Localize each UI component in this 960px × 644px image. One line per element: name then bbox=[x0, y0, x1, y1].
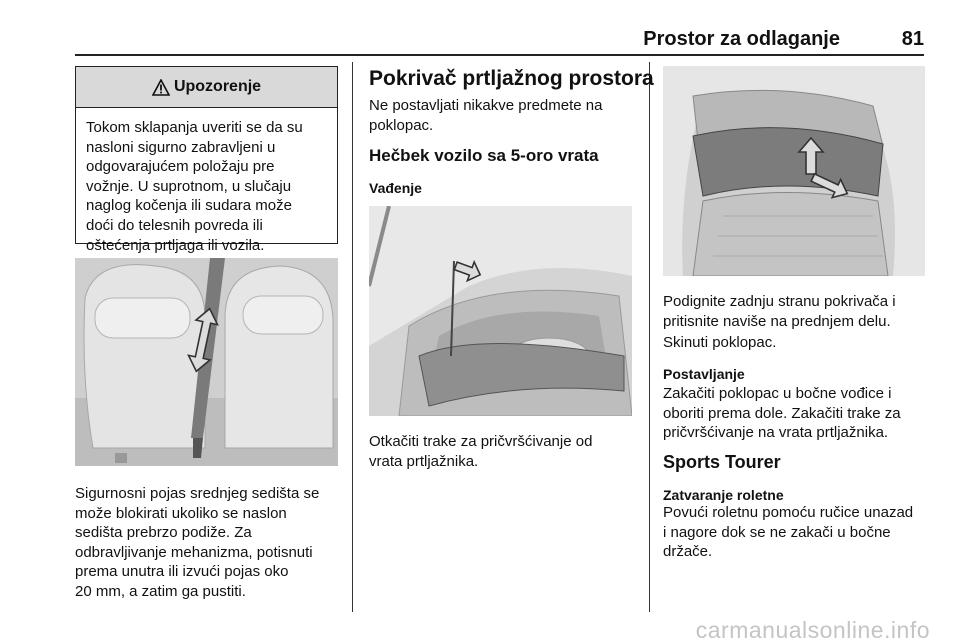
remove-cover-text: Skinuti poklopac. bbox=[663, 334, 777, 351]
intro-line: poklopac. bbox=[369, 116, 434, 134]
warning-line: odgovarajućem položaju pre bbox=[86, 158, 275, 176]
caption-line: Otkačiti trake za pričvršćivanje od bbox=[369, 433, 593, 450]
caption-line: sedišta prebrzo podiže. Za bbox=[75, 524, 252, 542]
installation-text bbox=[663, 384, 901, 443]
warning-text bbox=[76, 108, 337, 265]
roller-heading: Zatvaranje roletne bbox=[663, 487, 784, 503]
installation-heading: Postavljanje bbox=[663, 366, 745, 382]
roller-text bbox=[663, 503, 913, 562]
installation-line: pričvršćivanje na vrata prtljažnika. bbox=[663, 424, 889, 442]
roller-line: držače. bbox=[663, 543, 713, 561]
warning-header bbox=[76, 67, 337, 108]
section-title: Prostor za odlaganje bbox=[643, 28, 840, 50]
lift-cover-caption bbox=[663, 292, 896, 331]
warning-line: vožnje. U suprotnom, u slučaju bbox=[86, 177, 292, 195]
caption-line: pritisnite naviše na prednjem delu. bbox=[663, 312, 891, 330]
installation-line: Zakačiti poklopac u bočne vođice i bbox=[663, 385, 892, 402]
cover-title: Pokrivač prtljažnog prostora bbox=[369, 67, 654, 90]
warning-line: naglog kočenja ili sudara može bbox=[86, 197, 292, 215]
seat-belt-photo bbox=[75, 258, 338, 466]
warning-triangle-icon bbox=[152, 79, 170, 96]
intro-line: Ne postavljati nikakve predmete na bbox=[369, 97, 603, 114]
caption-line: vrata prtljažnika. bbox=[369, 452, 479, 470]
removal-heading: Vađenje bbox=[369, 180, 422, 196]
header-divider bbox=[75, 54, 924, 56]
warning-line: Tokom sklapanja uveriti se da su bbox=[86, 119, 303, 136]
roller-line: Povući roletnu pomoću ručice unazad bbox=[663, 504, 914, 521]
tailgate-caption bbox=[369, 432, 592, 471]
sports-tourer-heading: Sports Tourer bbox=[663, 452, 781, 472]
caption-line: odbravljivanje mehanizma, potisnuti bbox=[75, 543, 313, 561]
cover-intro bbox=[369, 96, 602, 135]
hatchback-subtitle: Hečbek vozilo sa 5-oro vrata bbox=[369, 146, 599, 165]
watermark-text: carmanualsonline.info bbox=[695, 617, 930, 643]
warning-line: oštećenja prtljaga ili vozila. bbox=[86, 236, 265, 254]
caption-line: Podignite zadnju stranu pokrivača i bbox=[663, 293, 896, 310]
caption-line: Sigurnosni pojas srednjeg sedišta se bbox=[75, 485, 320, 502]
warning-title: Upozorenje bbox=[173, 78, 262, 95]
caption-line: 20 mm, a zatim ga pustiti. bbox=[75, 582, 246, 600]
cargo-cover-photo bbox=[663, 66, 925, 276]
caption-line: može blokirati ukoliko se naslon bbox=[75, 504, 287, 522]
warning-line: nasloni sigurno zabravljeni u bbox=[86, 138, 276, 156]
warning-line: doći do telesnih povreda ili bbox=[86, 216, 263, 234]
page-number: 81 bbox=[901, 28, 924, 50]
warning-box bbox=[75, 66, 338, 254]
tailgate-photo bbox=[369, 206, 632, 416]
column-divider-right bbox=[649, 62, 650, 612]
installation-line: oboriti prema dole. Zakačiti trake za bbox=[663, 404, 901, 422]
caption-line: prema unutra ili izvući pojas oko bbox=[75, 563, 289, 581]
seat-belt-caption bbox=[75, 484, 319, 602]
column-divider-left bbox=[352, 62, 353, 612]
roller-line: i nagore dok se ne zakači u bočne bbox=[663, 523, 891, 541]
